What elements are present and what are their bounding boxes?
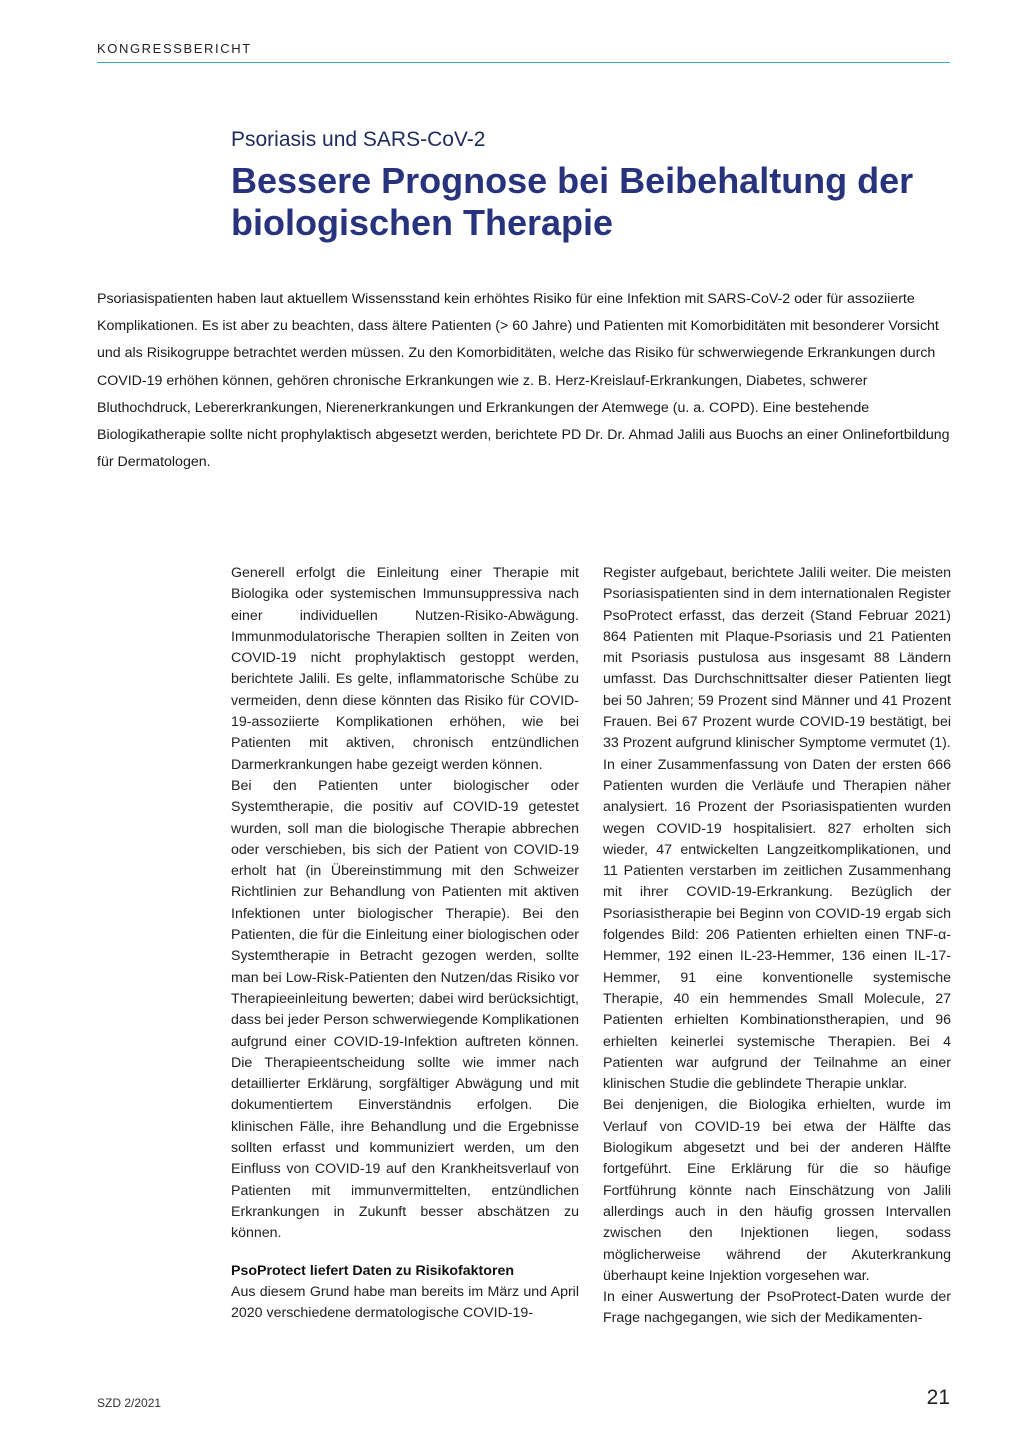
section-label: KONGRESSBERICHT xyxy=(97,41,252,56)
body-paragraph: Aus diesem Grund habe man bereits im März und April 2020 verschiedene dermatologische COVID-19- xyxy=(231,1283,579,1322)
body-paragraph: Bei denjenigen, die Biologika erhielten, wurde im Verlauf von COVID-19 bei etwa der Hälfte das Biologikum abgesetzt und bei der anderen Hälfte fortgeführt. Eine Erklärung für die so häufige Fortführung könnte nach Einschätzung von Jalili allerdings auch in den häufig grossen Intervallen zwischen den Injektionen liegen, sodass möglicherweise während der Akuterkrankung überhaupt keine Injektion vorgesehen war. xyxy=(603,1097,951,1284)
right-column xyxy=(603,563,951,1330)
section-subheading: PsoProtect liefert Daten zu Risikofaktoren xyxy=(231,1262,515,1279)
body-paragraph: Generell erfolgt die Einleitung einer Therapie mit Biologika oder systemischen Immunsuppressiva nach einer individuellen Nutzen-Risiko-Abwägung. Immunmodulatorische Therapien sollten in Zeiten von COVID-19 nicht prophylaktisch gestoppt werden, berichtete Jalili. Es gelte, inflammatorische Schübe zu vermeiden, denn diese könnten das Risiko für COVID-19-assoziierte Komplikationen erhöhen, wie bei Patienten mit aktiven, chronisch entzündlichen Darmerkrankungen habe gezeigt werden können. xyxy=(231,565,579,773)
issue-label: SZD 2/2021 xyxy=(97,1396,162,1410)
body-paragraph: In einer Auswertung der PsoProtect-Daten wurde der Frage nachgegangen, wie sich der Medikamenten- xyxy=(603,1289,951,1327)
article-title: Bessere Prognose bei Beibehaltung der biologischen Therapie xyxy=(231,160,914,243)
article-kicker: Psoriasis und SARS-CoV-2 xyxy=(231,128,486,151)
body-paragraph: Register aufgebaut, berichtete Jalili weiter. Die meisten Psoriasispatienten sind in dem internationalen Register PsoProtect erfasst, das derzeit (Stand Februar 2021) 864 Patienten mit Plaque-Psoriasis und 21 Patienten mit Psoriasis pustulosa aus insgesamt 88 Ländern umfasst. Das Durchschnittsalter dieser Patienten liegt bei 50 Jahren; 59 Prozent sind Männer und 41 Prozent Frauen. Bei 67 Prozent wurde COVID-19 bestätigt, bei 33 Prozent aufgrund klinischer Symptome vermutet (1). xyxy=(603,565,951,752)
article-lead: Psoriasispatienten haben laut aktuellem Wissensstand kein erhöhtes Risiko für eine Infektion mit SARS-CoV-2 oder für assoziierte Komplikationen. Es ist aber zu beachten, dass ältere Patienten (> 60 Jahre) und Patienten mit Komorbiditäten mit besonderer Vorsicht und als Risikogruppe betrachtet werden müssen. Zu den Komorbiditäten, welche das Risiko für schwerwiegende Erkrankungen durch COVID-19 erhöhen können, gehören chronische Erkrankungen wie z. B. Herz-Kreislauf-Erkrankungen, Diabetes, schwerer Bluthochdruck, Lebererkrankungen, Nierenerkrankungen und Erkrankungen der Atemwege (u. a. COPD). Eine bestehende Biologikatherapie sollte nicht prophylaktisch abgesetzt werden, berichtete PD Dr. Dr. Ahmad Jalili aus Buochs an einer Onlinefortbildung für Dermatologen. xyxy=(97,291,950,471)
header-divider xyxy=(97,62,950,63)
body-paragraph: Bei den Patienten unter biologischer oder Systemtherapie, die positiv auf COVID-19 getestet wurden, soll man die biologische Therapie abbrechen oder verschieben, bis sich der Patient von COVID-19 erholt hat (in Übereinstimmung mit den Schweizer Richtlinien zur Behandlung von Patienten mit aktiven Infektionen unter biologischer Therapie). Bei den Patienten, die für die Einleitung einer biologischen oder Systemtherapie in Betracht gezogen werden, sollte man bei Low-Risk-Patienten den Nutzen/das Risiko vor Therapieeinleitung bewerten; dabei wird berücksichtigt, dass bei jeder Person schwerwiegende Komplikationen aufgrund einer COVID-19-Infektion auftreten können. Die Therapieentscheidung sollte wie immer nach detaillierter Erklärung, sorgfältiger Abwägung und mit dokumentiertem Einverständnis erfolgen. Die klinischen Fälle, ihre Behandlung und die Ergebnisse sollten erfasst und kommuniziert werden, um den Einfluss von COVID-19 auf den Krankheitsverlauf von Patienten mit immunvermittelten, entzündlichen Erkrankungen in Zukunft besser abschätzen zu können. xyxy=(231,777,579,1242)
body-paragraph: In einer Zusammenfassung von Daten der ersten 666 Patienten wurden die Verläufe und Therapien näher analysiert. 16 Prozent der Psoriasispatienten wurden wegen COVID-19 hospitalisiert. 827 erholten sich wieder, 47 entwickelten Langzeitkomplikationen, und 11 Patienten verstarben im zeitlichen Zusammenhang mit ihrer COVID-19-Erkrankung. Bezüglich der Psoriasistherapie bei Beginn von COVID-19 ergab sich folgendes Bild: 206 Patienten erhielten einen TNF-α-Hemmer, 192 einen IL-23-Hemmer, 136 einen IL-17-Hemmer, 91 eine konventionelle systemische Therapie, 40 ein hemmendes Small Molecule, 27 Patienten erhielten Kombinationstherapien, und 96 erhielten keinerlei systemische Therapien. Bei 4 Patienten war aufgrund der Teilnahme an einer klinischen Studie die geblindete Therapie unklar. xyxy=(603,756,951,1093)
left-column xyxy=(231,563,579,1324)
page-number: 21 xyxy=(926,1386,950,1409)
